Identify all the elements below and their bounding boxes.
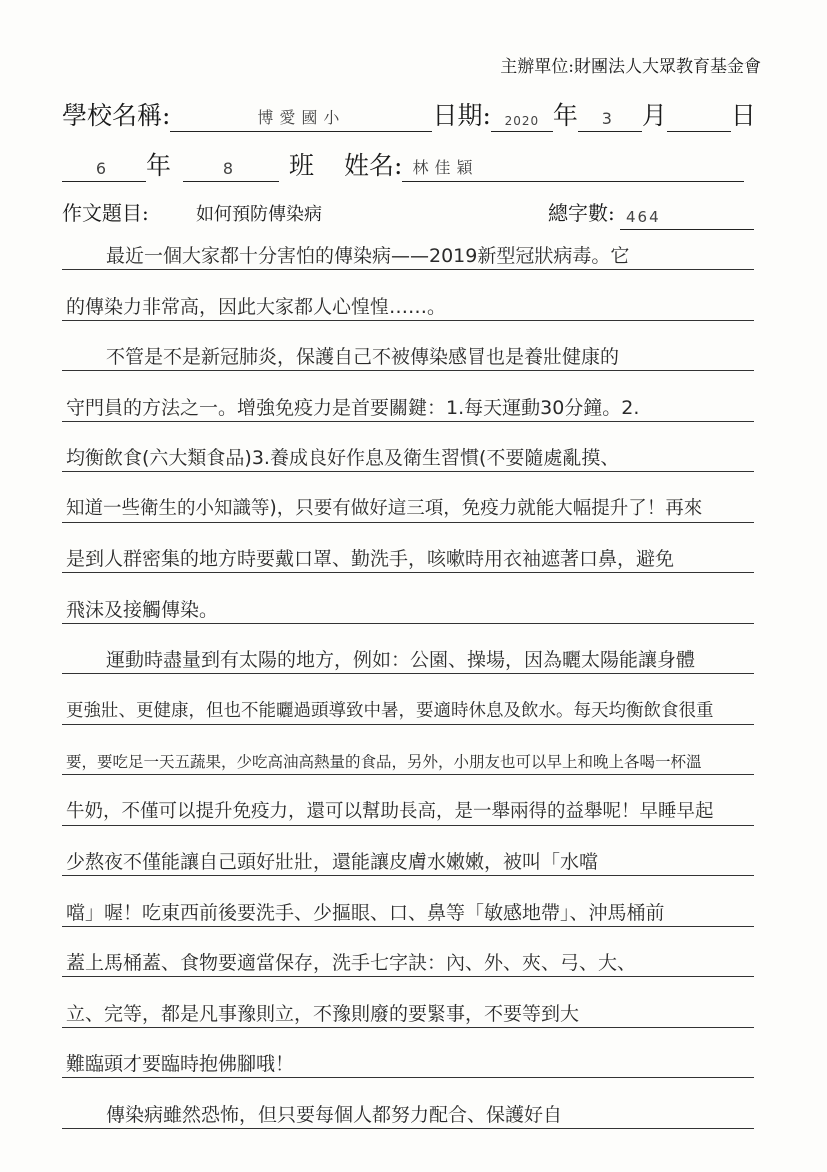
word-count-label: 總字數:	[548, 201, 615, 225]
class-value: 8	[222, 159, 240, 178]
essay-ruled-line	[62, 571, 754, 573]
day-label: 日	[730, 101, 756, 130]
month-label: 月	[641, 101, 667, 130]
date-label: 日期:	[432, 101, 491, 130]
class-field[interactable]	[183, 151, 279, 182]
word-count-value: 464	[626, 208, 661, 226]
essay-ruled-line	[62, 268, 754, 270]
name-value: 林佳穎	[412, 158, 479, 177]
essay-line-text: 立、完等，都是凡事豫則立，不豫則廢的要緊事，不要等到大	[66, 1002, 580, 1025]
essay-ruled-line	[62, 319, 754, 321]
essay-ruled-line	[62, 824, 754, 826]
essay-ruled-line	[62, 874, 754, 876]
year-field[interactable]	[491, 101, 553, 132]
essay-line-text: 的傳染力非常高，因此大家都人心惶惶……。	[66, 295, 447, 318]
essay-line-text: 均衡飲食(六大類食品)3.養成良好作息及衛生習慣(不要隨處亂摸、	[66, 447, 620, 469]
topic-row	[62, 196, 754, 230]
school-field[interactable]	[170, 101, 432, 132]
essay-line-text: 要，要吃足一天五蔬果，少吃高油高熱量的食品，另外，小朋友也可以早上和晚上各喝一杯溫	[66, 752, 702, 771]
essay-line-text: 牛奶，不僅可以提升免疫力，還可以幫助長高，是一舉兩得的益舉呢！早睡早起	[66, 801, 714, 822]
essay-line-text: 守門員的方法之一。增強免疫力是首要關鍵：1.每天運動30分鐘。2.	[66, 396, 640, 419]
topic-value: 如何預防傳染病	[196, 204, 322, 225]
essay-line-text: 傳染病雖然恐怖，但只要每個人都努力配合、保護好自	[106, 1103, 563, 1126]
name-label: 姓名:	[344, 151, 403, 180]
month-field[interactable]	[578, 101, 642, 132]
essay-ruled-line	[62, 723, 754, 725]
essay-line-text: 是到人群密集的地方時要戴口罩、勤洗手，咳嗽時用衣袖遮著口鼻，避免	[66, 548, 675, 570]
grade-class-name-row	[62, 146, 744, 182]
topic-label: 作文題目:	[62, 201, 149, 225]
school-value: 博愛國小	[257, 108, 346, 127]
essay-ruled-line	[62, 1076, 754, 1078]
essay-ruled-line	[62, 925, 754, 927]
essay-line-text: 少熬夜不僅能讓自己頭好壯壯，還能讓皮膚水嫩嫩，被叫「水噹	[66, 851, 599, 873]
essay-line-text: 運動時盡量到有太陽的地方，例如：公園、操場，因為曬太陽能讓身體	[106, 649, 696, 671]
essay-line-text: 不管是不是新冠肺炎，保護自己不被傳染感冒也是養壯健康的	[106, 346, 620, 368]
grade-field[interactable]	[62, 151, 146, 182]
grade-label: 年	[146, 151, 172, 180]
year-value: 2020	[504, 114, 540, 128]
essay-line-text: 蓋上馬桶蓋、食物要適當保存，洗手七字訣：內、外、夾、弓、大、	[66, 952, 637, 974]
essay-line-text: 飛沫及接觸傳染。	[66, 598, 219, 621]
year-label: 年	[552, 101, 578, 130]
day-field[interactable]	[667, 101, 731, 132]
essay-ruled-line	[62, 470, 754, 472]
essay-line-text: 噹」喔！吃東西前後要洗手、少摳眼、口、鼻等「敏感地帶」、沖馬桶前	[66, 901, 665, 924]
essay-ruled-line	[62, 1127, 754, 1129]
organizer-label: 主辦單位:財團法人大眾教育基金會	[500, 57, 761, 77]
essay-ruled-line	[62, 521, 754, 523]
essay-ruled-line	[62, 420, 754, 422]
essay-ruled-line	[62, 773, 754, 775]
essay-ruled-line	[62, 1026, 754, 1028]
word-count-field[interactable]	[620, 199, 754, 230]
essay-ruled-line	[62, 369, 754, 371]
essay-ruled-line	[62, 975, 754, 977]
essay-line-text: 最近一個大家都十分害怕的傳染病——2019新型冠狀病毒。它	[106, 245, 630, 267]
month-value: 3	[601, 109, 618, 128]
grade-value: 6	[95, 159, 113, 178]
school-date-row	[62, 96, 756, 132]
essay-ruled-line	[62, 622, 754, 624]
essay-line-text: 更強壯、更健康，但也不能曬過頭導致中暑，要適時休息及飲水。每天均衡飲食很重	[66, 701, 714, 721]
essay-ruled-line	[62, 672, 754, 674]
name-field[interactable]	[402, 151, 744, 182]
class-label: 班	[289, 151, 315, 180]
essay-line-text: 難臨頭才要臨時抱佛腳哦！	[66, 1053, 295, 1075]
essay-line-text: 知道一些衛生的小知識等)，只要有做好這三項，免疫力就能大幅提升了！再來	[66, 498, 703, 519]
school-label: 學校名稱:	[62, 101, 171, 130]
